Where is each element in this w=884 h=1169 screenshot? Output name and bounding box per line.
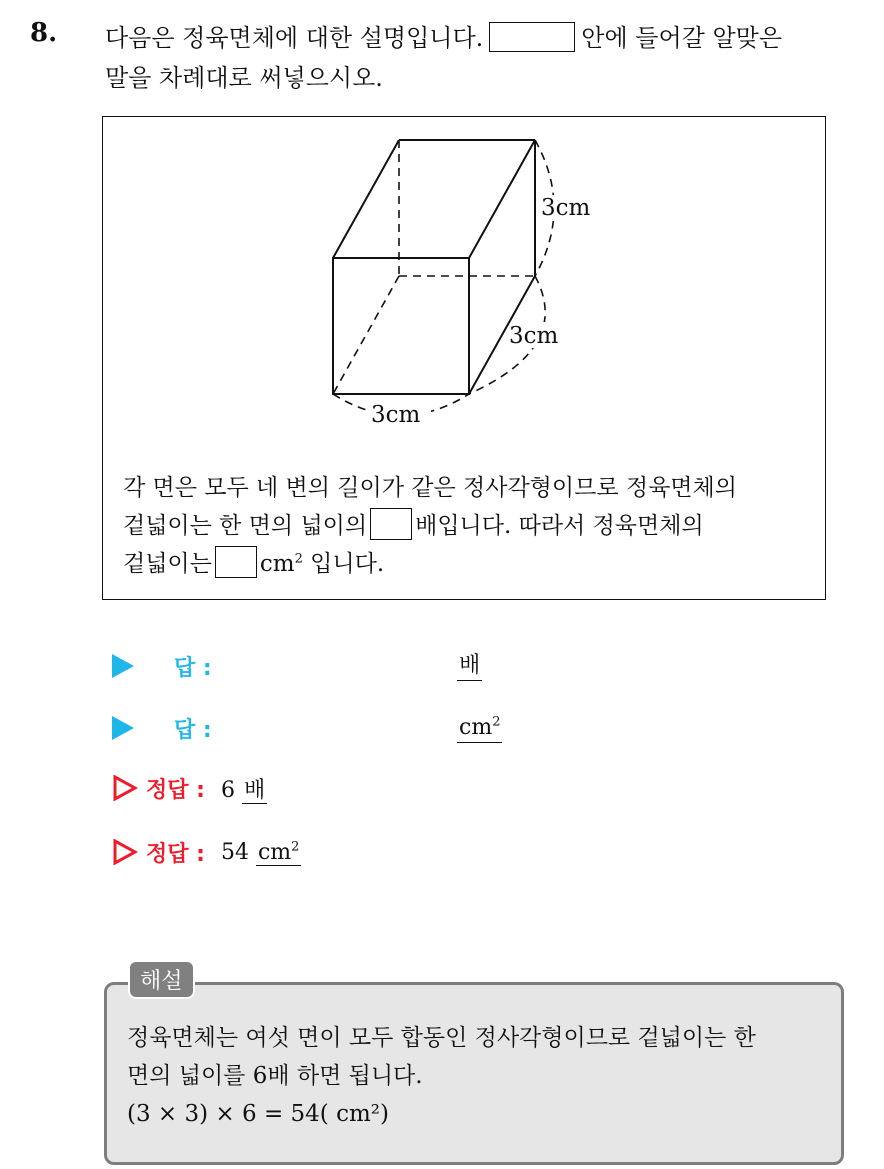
answer-unit[interactable] (457, 714, 502, 743)
play-triangle-icon (112, 716, 134, 740)
question-text-line2: 말을 차례대로 써넣으시오. (105, 64, 383, 92)
outline-triangle-icon (112, 775, 138, 801)
hidden-edge (333, 276, 399, 394)
label-width: 3cm (371, 402, 421, 428)
correct-unit: 배 (243, 777, 266, 803)
cube-front-face (333, 258, 469, 394)
correct-label: 정답 : (146, 777, 205, 803)
correct-value: 6 배 (220, 777, 266, 803)
blank-box-multiplier (370, 508, 412, 540)
label-height: 3cm (541, 195, 591, 221)
desc-line3-before: 겉넓이는 (123, 551, 212, 577)
correct-row-2 (112, 834, 301, 870)
answer-unit[interactable]: 배 (457, 652, 482, 681)
explanation-text (127, 1019, 827, 1133)
answer-unit-text: cm (459, 714, 493, 740)
play-triangle-icon (112, 654, 134, 678)
desc-line1: 각 면은 모두 네 변의 길이가 같은 정사각형이므로 정육면체의 (123, 475, 737, 501)
label-depth: 3cm (509, 323, 559, 349)
answer-row-1 (112, 648, 481, 684)
explanation-line1: 정육면체는 여섯 면이 모두 합동인 정사각형이므로 겉넓이는 한 (127, 1025, 756, 1051)
explanation-tab: 해설 (128, 960, 195, 999)
question-number: 8. (30, 18, 58, 48)
outline-triangle-icon (112, 839, 138, 865)
desc-line2-after: 배입니다. 따라서 정육면체의 (415, 513, 704, 539)
answer-label: 답 : (174, 655, 212, 681)
figure-description (123, 469, 813, 583)
correct-value: 54 $cm^2$ (220, 839, 300, 865)
answer-label: 답 : (174, 717, 212, 743)
correct-label: 정답 : (146, 841, 205, 867)
desc-unit: cm (259, 551, 295, 577)
answer-unit-sup: 2 (492, 714, 501, 730)
explanation-line2: 면의 넓이를 6배 하면 됩니다. (127, 1063, 423, 1089)
explanation-line3: (3 × 3) × 6 = 54( cm²) (127, 1101, 389, 1127)
desc-line2-before: 겉넓이는 한 면의 넓이의 (123, 513, 368, 539)
desc-line3-after: 입니다. (310, 551, 385, 577)
answer-row-2 (112, 710, 501, 746)
correct-unit: $cm^2$ (257, 839, 300, 865)
blank-box (489, 22, 575, 52)
cube-edge (469, 140, 535, 258)
explanation-box (104, 982, 844, 1165)
cube-edge (333, 140, 399, 258)
question-text (105, 18, 865, 98)
figure-box (102, 116, 826, 600)
desc-unit-sup: 2 (294, 551, 303, 567)
blank-box-area (215, 546, 257, 578)
correct-row-1 (112, 770, 267, 806)
question-text-part1: 다음은 정육면체에 대한 설명입니다. (105, 24, 484, 52)
question-text-part2: 안에 들어갈 알맞은 (581, 24, 783, 52)
